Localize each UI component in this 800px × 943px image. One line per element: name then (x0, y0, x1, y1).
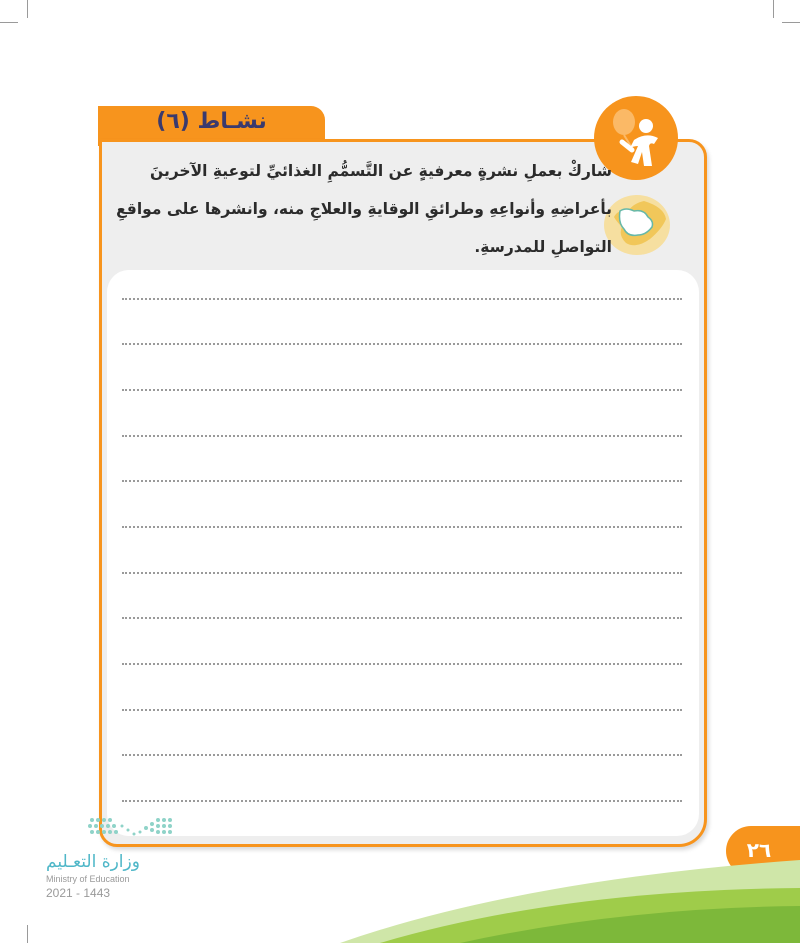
map-badge (604, 195, 670, 255)
answer-line (122, 617, 682, 619)
saudi-map-icon (604, 195, 670, 255)
ministry-logo-icon (86, 812, 182, 848)
crop-mark (0, 22, 18, 23)
answer-line (122, 343, 682, 345)
activity-instruction: شاركْ بعملِ نشرةٍ معرفيةٍ عن التَّسمُّمِ الغذائيِّ لتوعيةِ الآخرينَ بأعراضِهِ وأنواعِهِ وطرائقِ الوقايةِ والعلاجِ منه، وانشرها على مواقعِ التواصلِ للمدرسةِ. (116, 162, 612, 256)
answer-line (122, 480, 682, 482)
crop-mark (27, 925, 28, 943)
ministry-name-ar: وزارة التعـليم (46, 852, 140, 872)
answer-line (122, 663, 682, 665)
edition-year: 2021 - 1443 (46, 886, 111, 900)
answer-line (122, 754, 682, 756)
page-number: ٢٦ (746, 838, 772, 862)
answer-line (122, 435, 682, 437)
crop-mark (782, 22, 800, 23)
ministry-name-en: Ministry of Education (46, 874, 130, 884)
answer-line (122, 709, 682, 711)
activity-title: نشـاط (٦) (156, 109, 267, 134)
footer-swoosh (340, 840, 800, 943)
answer-line (122, 526, 682, 528)
answer-line (122, 298, 682, 300)
answer-line (122, 572, 682, 574)
crop-mark (27, 0, 28, 18)
answer-line (122, 389, 682, 391)
crop-mark (773, 0, 774, 18)
answer-area[interactable] (107, 270, 699, 836)
answer-line (122, 800, 682, 802)
